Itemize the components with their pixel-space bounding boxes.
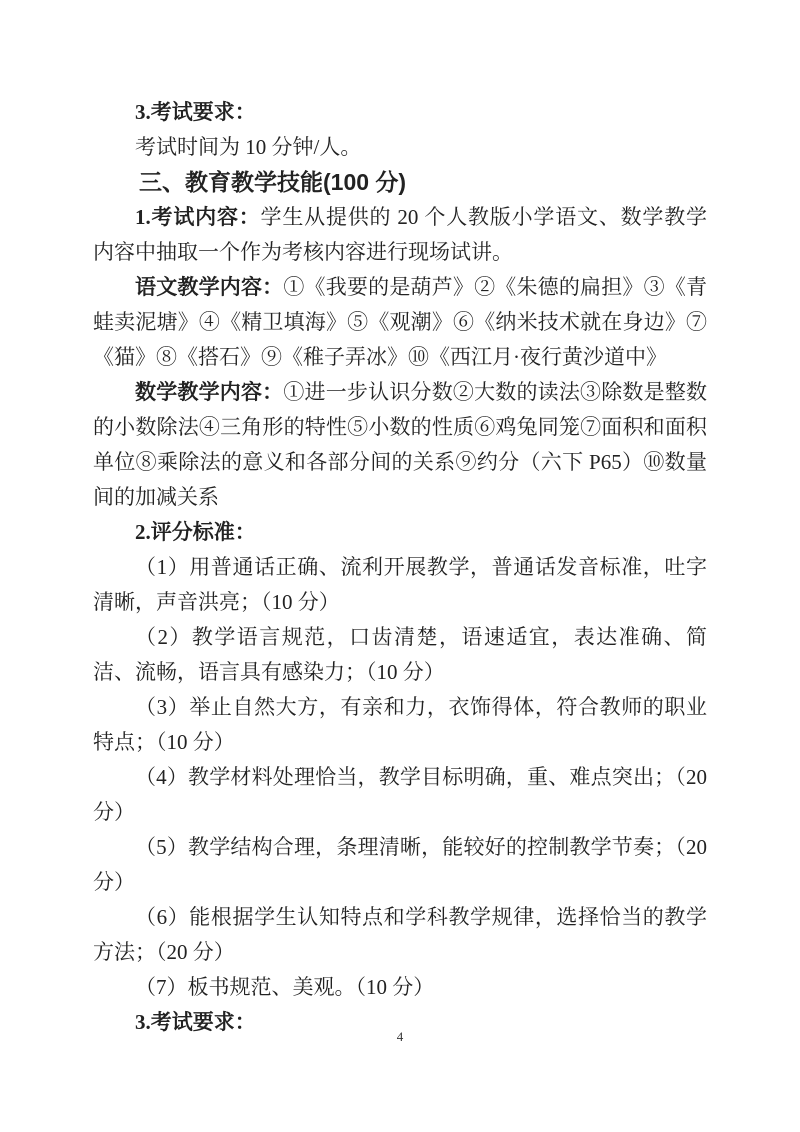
page-footer <box>0 1028 800 1046</box>
para-exam-content <box>93 200 707 270</box>
para-text: （5）教学结构合理，条理清晰，能较好的控制教学节奏；（20 分） <box>93 835 707 894</box>
para-criterion-7 <box>93 970 707 1005</box>
para-label: 数学教学内容： <box>135 380 284 404</box>
para-math-teaching-content <box>93 375 707 515</box>
para-text: ①《我要的是葫芦》②《朱德的扁担》③《青蛙卖泥塘》④《精卫填海》⑤《观潮》⑥《纳米技术就在身边》⑦《猫》⑧《搭石》⑨《稚子弄冰》⑩《西江月·夜行黄沙道中》 <box>93 275 708 369</box>
para-criterion-2 <box>93 620 707 690</box>
para-exam-requirements <box>93 95 707 130</box>
section-heading-text: 三、教育教学技能(100 分) <box>139 169 407 195</box>
para-text: 考试时间为 10 分钟/人。 <box>135 135 362 159</box>
para-text: ①进一步认识分数②大数的读法③除数是整数的小数除法④三角形的特性⑤小数的性质⑥鸡兔同笼⑦面积和面积单位⑧乘除法的意义和各部分间的关系⑨约分（六下 P65）⑩数量间的加减关系 <box>93 380 708 509</box>
page-number: 4 <box>396 1029 404 1044</box>
para-text: （7）板书规范、美观。（10 分） <box>135 975 435 999</box>
document-body <box>93 95 707 1040</box>
para-criterion-6 <box>93 900 707 970</box>
para-text: （3）举止自然大方，有亲和力，衣饰得体，符合教师的职业特点；（10 分） <box>93 695 707 754</box>
para-text: （1）用普通话正确、流利开展教学，普通话发音标准，吐字清晰，声音洪亮；（10 分） <box>93 555 707 614</box>
para-label: 3.考试要求： <box>135 100 256 124</box>
para-label: 1.考试内容： <box>135 205 261 229</box>
para-text: （4）教学材料处理恰当，教学目标明确，重、难点突出；（20 分） <box>93 765 707 824</box>
para-label: 语文教学内容： <box>135 275 284 299</box>
para-scoring-criteria <box>93 515 707 550</box>
para-text: （6）能根据学生认知特点和学科教学规律，选择恰当的教学方法；（20 分） <box>93 905 707 964</box>
para-text: （2）教学语言规范，口齿清楚，语速适宜，表达准确、简洁、流畅，语言具有感染力；（10 分） <box>93 625 707 684</box>
para-label: 2.评分标准： <box>135 520 256 544</box>
para-criterion-5 <box>93 830 707 900</box>
para-criterion-1 <box>93 550 707 620</box>
para-exam-duration <box>93 130 707 165</box>
section-heading-teaching-skills <box>93 165 707 200</box>
para-text: 学生从提供的 20 个人教版小学语文、数学教学内容中抽取一个作为考核内容进行现场试讲。 <box>93 205 708 264</box>
para-chinese-teaching-content <box>93 270 707 375</box>
para-label: 3.考试要求： <box>135 1010 256 1034</box>
para-criterion-3 <box>93 690 707 760</box>
para-criterion-4 <box>93 760 707 830</box>
